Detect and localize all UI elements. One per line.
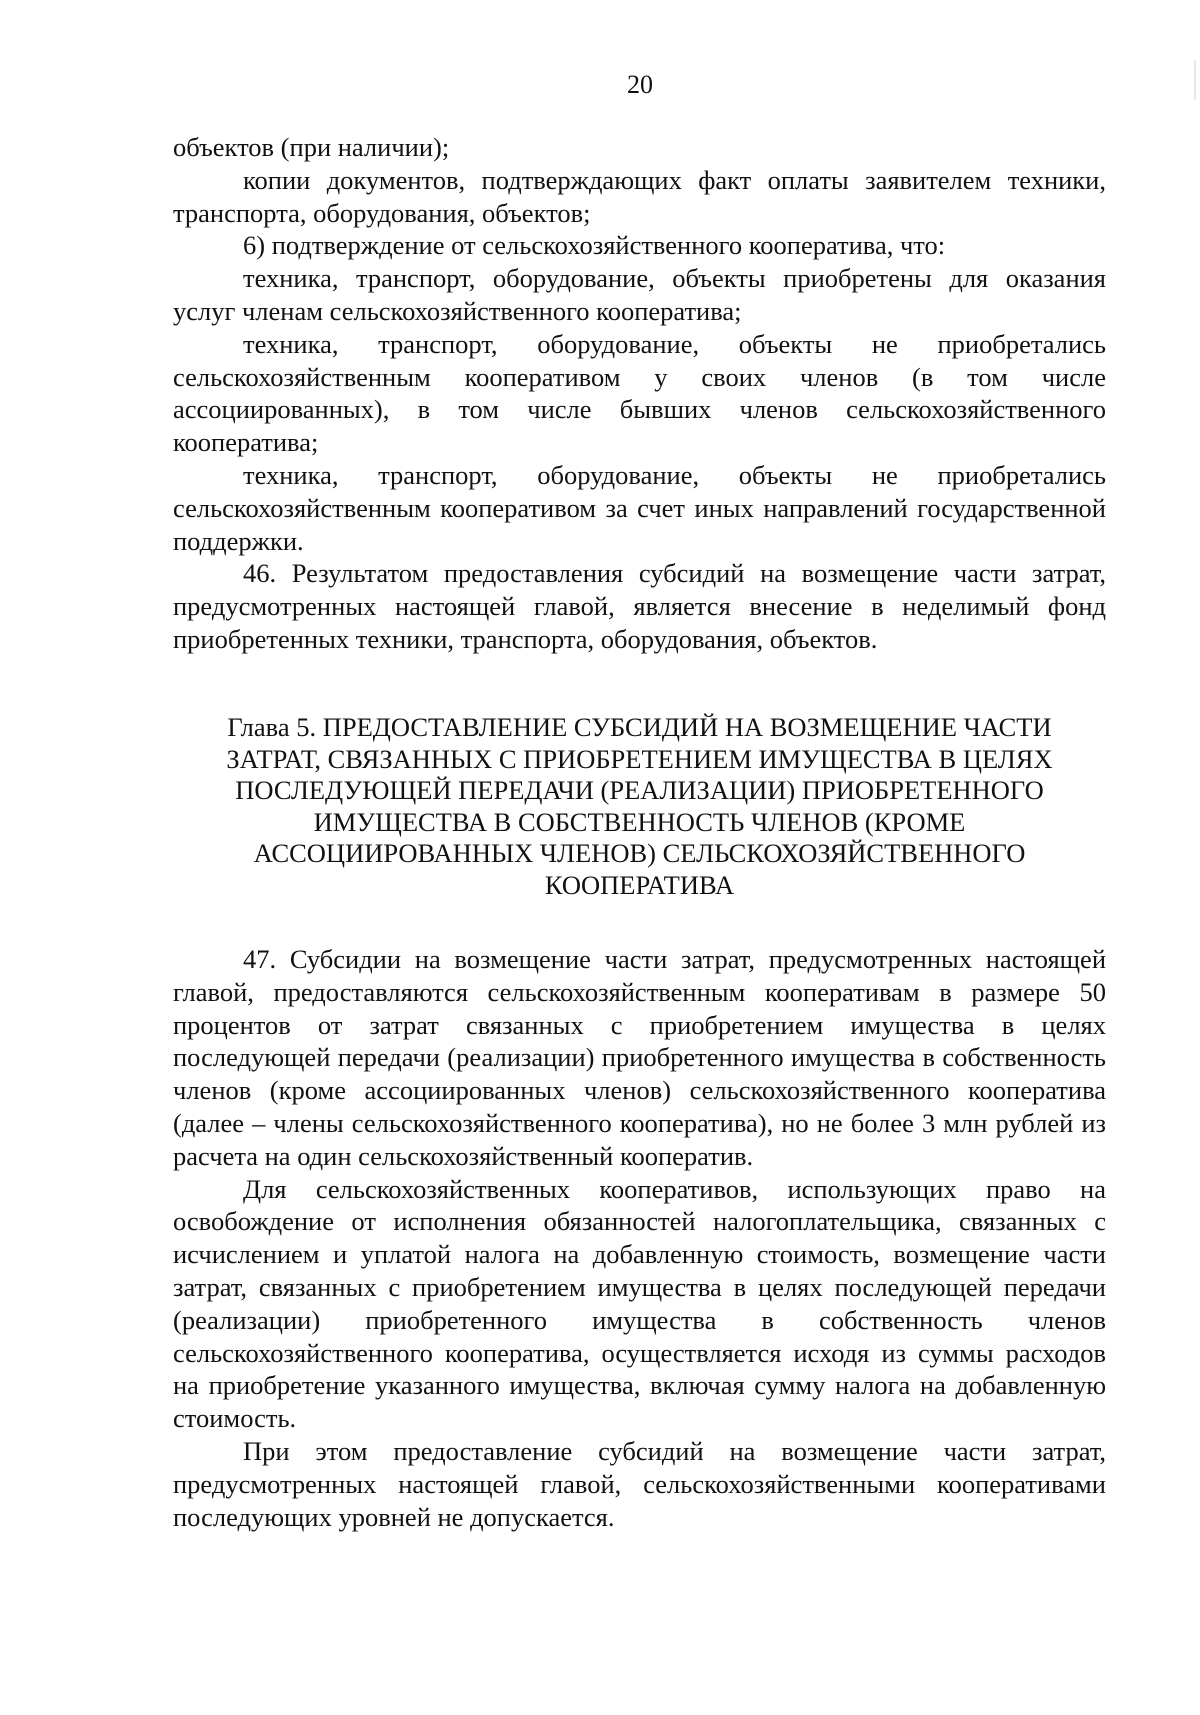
paragraph: копии документов, подтверждающих факт оплаты заявителем техники, транспорта, оборудования, объектов;	[173, 164, 1106, 228]
chapter-title-line: ЗАТРАТ, СВЯЗАННЫХ С ПРИОБРЕТЕНИЕМ ИМУЩЕСТВА В ЦЕЛЯХ	[226, 743, 1053, 774]
chapter-title	[173, 712, 1106, 901]
chapter-title-line: АССОЦИИРОВАННЫХ ЧЛЕНОВ) СЕЛЬСКОХОЗЯЙСТВЕННОГО	[253, 838, 1026, 868]
paragraph: 47. Субсидии на возмещение части затрат, предусмотренных настоящей главой, предоставляются сельскохозяйственным кооперативам в размере 50 процентов от затрат связанных с приобретением имущества в целях последующей передачи (реализации) приобретенного имущества в собственность членов (кроме ассоциированных членов) сельскохозяйственного кооператива (далее – члены сельскохозяйственного кооператива), но не более 3 млн рублей из расчета на один сельскохозяйственный кооператив.	[173, 944, 1106, 1171]
paragraph: объектов (при наличии);	[173, 132, 450, 162]
paragraph: 6) подтверждение от сельскохозяйственного кооператива, что:	[243, 230, 946, 261]
paragraph: При этом предоставление субсидий на возмещение части затрат, предусмотренных настоящей главой, сельскохозяйственными кооперативами последующих уровней не допускается.	[173, 1435, 1106, 1532]
chapter-title-line: Глава 5. ПРЕДОСТАВЛЕНИЕ СУБСИДИЙ НА ВОЗМЕЩЕНИЕ ЧАСТИ	[227, 712, 1052, 742]
paragraph: техника, транспорт, оборудование, объекты не приобретались сельскохозяйственным кооперативом у своих членов (в том числе ассоциированных), в том числе бывших членов сельскохозяйственного кооператива;	[173, 328, 1106, 458]
top-text-block	[173, 131, 1106, 656]
chapter-title-line: КООПЕРАТИВА	[544, 869, 735, 900]
paragraph: 46. Результатом предоставления субсидий на возмещение части затрат, предусмотренных настоящей главой, является внесение в неделимый фонд приобретенных техники, транспорта, оборудования, объектов.	[173, 558, 1106, 654]
chapter-title-line: ПОСЛЕДУЮЩЕЙ ПЕРЕДАЧИ (РЕАЛИЗАЦИИ) ПРИОБРЕТЕННОГО	[235, 775, 1044, 805]
paragraph: Для сельскохозяйственных кооперативов, использующих право на освобождение от исполнения обязанностей налогоплательщика, связанных с исчислением и уплатой налога на добавленную стоимость, возмещение части затрат, связанных с приобретением имущества в целях последующей передачи (реализации) приобретенного имущества в собственность членов сельскохозяйственного кооператива, осуществляется исходя из суммы расходов на приобретение указанного имущества, включая сумму налога на добавленную стоимость.	[173, 1173, 1106, 1434]
paragraph: техника, транспорт, оборудование, объекты приобретены для оказания услуг членам сельскохозяйственного кооператива;	[173, 263, 1106, 326]
chapter-title-line: ИМУЩЕСТВА В СОБСТВЕННОСТЬ ЧЛЕНОВ (КРОМЕ	[313, 806, 966, 837]
paragraph: техника, транспорт, оборудование, объекты не приобретались сельскохозяйственным кооперативом за счет иных направлений государственной поддержки.	[173, 459, 1106, 556]
bottom-text-block	[173, 943, 1106, 1533]
page-number: 20	[627, 70, 653, 99]
